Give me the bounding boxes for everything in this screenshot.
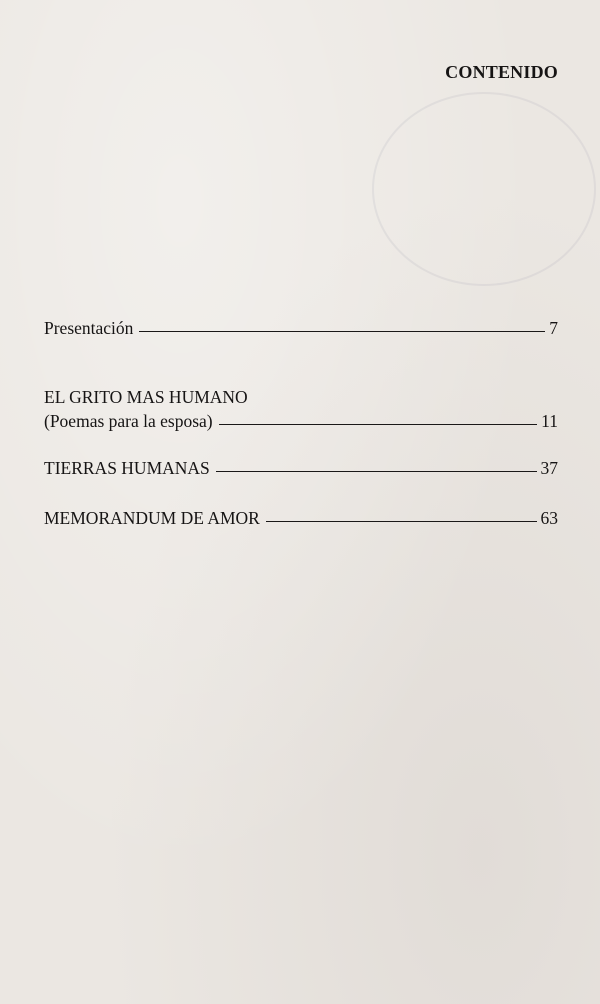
toc-entry-title: Presentación [44, 318, 134, 338]
toc-entry-title: EL GRITO MAS HUMANO [44, 387, 248, 407]
toc-leader-line [139, 331, 545, 332]
toc-entry-title: MEMORANDUM DE AMOR [44, 508, 260, 528]
toc-leader-line [266, 521, 537, 522]
toc-leader-line [219, 424, 538, 425]
toc-entry-tierras-humanas [44, 458, 558, 479]
toc-entry-page: 63 [540, 508, 558, 528]
toc-entry-el-grito-mas-humano [44, 387, 558, 432]
toc-entry-page: 11 [541, 411, 558, 431]
library-stamp-show-through [372, 92, 596, 286]
toc-entry-page: 7 [549, 318, 558, 338]
toc-entry-title: TIERRAS HUMANAS [44, 458, 210, 478]
toc-entry-subtitle: (Poemas para la esposa) [44, 411, 213, 431]
toc-entry-page: 37 [540, 458, 558, 478]
toc-entry-memorandum-de-amor [44, 508, 558, 529]
toc-leader-line [216, 471, 537, 472]
toc-entry-presentacion [44, 318, 558, 339]
contents-heading: CONTENIDO [445, 62, 558, 82]
